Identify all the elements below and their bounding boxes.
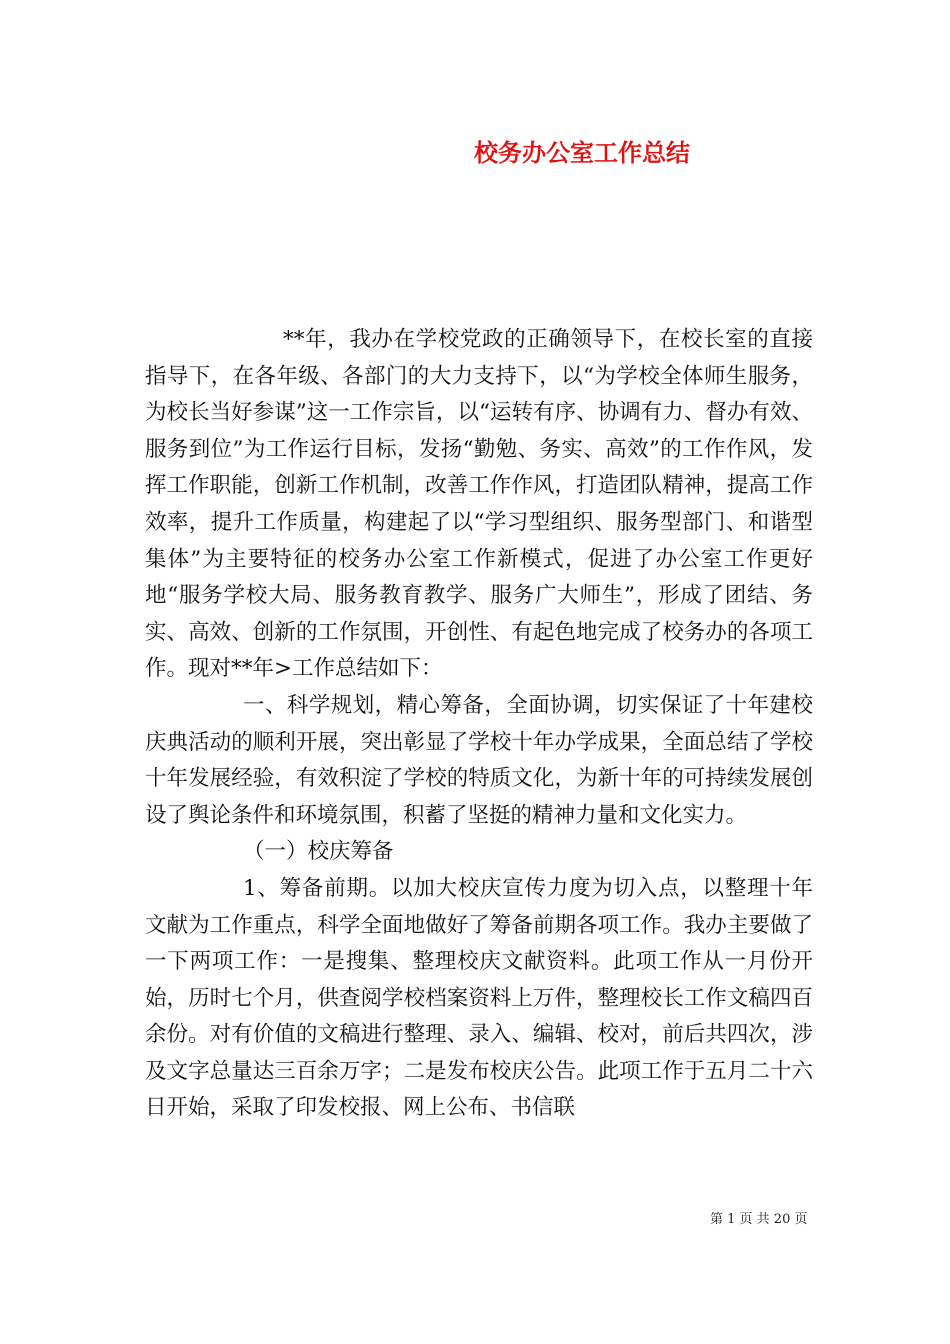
page-number: 第 1 页 共 20 页 xyxy=(710,1212,808,1227)
paragraph-item-one: 1、筹备前期。以加大校庆宣传力度为切入点，以整理十年文献为工作重点，科学全面地做好了筹备前期各项工作。我办主要做了一下两项工作：一是搜集、整理校庆文献资料。此项工作从一月份开始，历时七个月，供查阅学校档案资料上万件，整理校长工作文稿四百余份。对有价值的文稿进行整理、录入、编辑、校对，前后共四次，涉及文字总量达三百余万字；二是发布校庆公告。此项工作于五月二十六日开始，采取了印发校报、网上公布、书信联 xyxy=(145,875,813,1121)
document-title: 校务办公室工作总结 xyxy=(474,138,690,167)
document-body xyxy=(145,322,813,1127)
paragraph-subheading: （一）校庆筹备 xyxy=(243,839,394,865)
paragraph-intro: **年，我办在学校党政的正确领导下，在校长室的直接指导下，在各年级、各部门的大力支持下，以“为学校全体师生服务，为校长当好参谋”这一工作宗旨，以“运转有序、协调有力、督办有效、服务到位”为工作运行目标，发扬“勤勉、务实、高效”的工作作风，发挥工作职能，创新工作机制，改善工作作风，打造团队精神，提高工作效率，提升工作质量，构建起了以“学习型组织、服务型部门、和谐型集体”为主要特征的校务办公室工作新模式，促进了办公室工作更好地“服务学校大局、服务教育教学、服务广大师生”，形成了团结、务实、高效、创新的工作氛围，开创性、有起色地完成了校务办的各项工作。现对**年>工作总结如下： xyxy=(145,327,813,682)
paragraph-section-one: 一、科学规划，精心筹备，全面协调，切实保证了十年建校庆典活动的顺利开展，突出彰显了学校十年办学成果，全面总结了学校十年发展经验，有效积淀了学校的特质文化，为新十年的可持续发展创设了舆论条件和环境氛围，积蓄了坚挺的精神力量和文化实力。 xyxy=(145,692,813,828)
